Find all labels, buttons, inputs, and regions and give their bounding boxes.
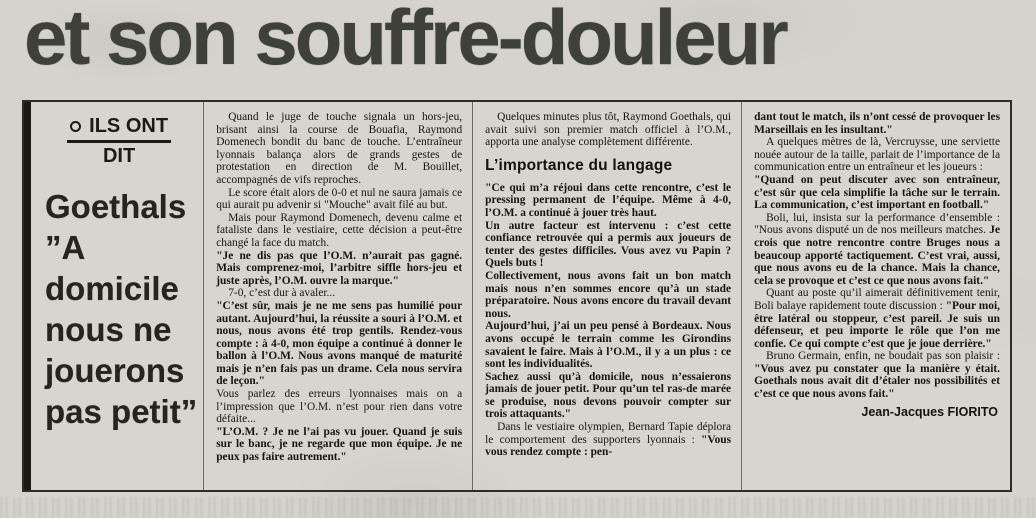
pull-quote [41, 186, 197, 432]
sidebar-accent-bar [24, 102, 31, 490]
headline: et son souffre-douleur [24, 0, 786, 81]
kicker-line1-label: ILS ONT [89, 115, 169, 137]
body-text: Bruno Germain, enfin, ne boudait pas son plaisir : [766, 350, 1001, 363]
body-text: Quant au poste qu’il aimerait définitivement tenir, Boli balaye rapidement toute discussion : [754, 287, 1001, 312]
body-text: Quelques minutes plus tôt, Raymond Goethals, qui avait suivi son premier match officiel à l’O.M., apporta une analyse complètement différente. [485, 111, 732, 149]
sidebar [31, 102, 204, 490]
article-paragraph [216, 300, 462, 388]
article-paragraph [216, 250, 462, 288]
article-paragraph [216, 388, 462, 426]
quote-text: Je crois que notre rencontre contre Bruges nous a beaucoup apporté tactiquement. C’est vrai, aussi, que nous avons eu de la chance. Mais la chance, cela se provoque et c’est ce que nous avons fait." [754, 224, 1001, 287]
section-subhead: L’importance du langage [485, 156, 673, 174]
pull-quote-line: ”A [45, 229, 86, 266]
article-paragraph [216, 187, 462, 212]
bullet-circle-icon [70, 121, 81, 132]
article-paragraph [754, 350, 1000, 400]
article-paragraph [485, 421, 731, 459]
article-paragraph [754, 174, 1000, 212]
pull-quote-line: domicile [45, 270, 179, 307]
quote-text: Sachez aussi qu’à domicile, nous n’essaierons jamais de jouer petit. Pour qu’un tel ras-de marée se produise, nous devons pouvoir compter sur trois attaquants." [485, 370, 732, 421]
quote-text: Aujourd’hui, j’ai un peu pensé à Bordeaux. Nous avons occupé le terrain comme les Girondins savaient le faire. Mais à l’O.M., il y a un plus : ce sont les individualités. [485, 320, 732, 371]
reverse-side-ghosting [0, 497, 1036, 518]
body-text: Le score était alors de 0-0 et nul ne saura jamais ce qui aurait pu advenir si "Mouche" avait filé au but. [216, 186, 463, 212]
article-paragraph [485, 270, 731, 320]
quote-text: Un autre facteur est intervenu : c’est cette confiance retrouvée qui a permis aux joueurs de tenter des gestes difficiles. Vous avez vu Papin ? Quels buts ! [485, 219, 732, 270]
article-column-2 [472, 102, 741, 490]
quote-text: "C’est sûr, mais je ne me sens pas humilié pour autant. Aujourd’hui, la réussite a souri à l’O.M. et nous, nous avons été trop gentils. Rendez-vous compte : à 4-0, mon équipe a continué à donner le ballon à l’O.M. Nous avons manqué de maturité mais je n’en fais pas un drame. Cela nous servira de leçon." [216, 299, 463, 388]
article-column-1 [204, 102, 472, 490]
article-box [22, 100, 1012, 492]
quote-text: Collectivement, nous avons fait un bon match mais nous n’en sommes encore qu’à un stade préparatoire. Nous avons encore du travail devant nous. [485, 269, 732, 320]
kicker-line1 [67, 114, 171, 143]
kicker [41, 114, 197, 168]
article-paragraph [754, 212, 1000, 288]
body-text: Vous parlez des erreurs lyonnaises mais on a l’impression que l’O.M. n’est pour rien dans votre défaite... [216, 388, 463, 426]
body-text: A quelques mètres de là, Vercruysse, une serviette nouée autour de la taille, parlait de l’importance de la communication entre un entraîneur et les joueurs : [754, 136, 1001, 174]
article-paragraph [754, 111, 1000, 136]
article-column-3 [741, 102, 1010, 490]
article-paragraph [216, 426, 462, 464]
body-text: Quand le juge de touche signala un hors-jeu, brisant ainsi la course de Bouafia, Raymond Domenech bondit du banc de touche. L’entraîneur lyonnais balança alors de grands gestes de protestation en direction de M. Bouillet, accompagnés de vifs reproches. [216, 111, 463, 186]
article-paragraph [485, 111, 731, 149]
article-paragraph [485, 182, 731, 220]
article-paragraph [754, 136, 1000, 174]
pull-quote-line: jouerons [45, 352, 185, 389]
quote-text: "Je ne dis pas que l’O.M. n’aurait pas gagné. Mais comprenez-moi, l’arbitre siffle hors-jeu et juste après, l’O.M. ouvre la marque." [216, 249, 463, 287]
quote-text: "Pour moi, être latéral ou stoppeur, c’est pareil. Je suis un défenseur, et peu importe le rôle que l’on me confie. Ce qui compte c’est que je joue derrière." [754, 299, 1001, 350]
body-text: Mais pour Raymond Domenech, devenu calme et fataliste dans le vestiaire, cette décision a peut-être changé la face du match. [216, 211, 463, 249]
quote-text: "Vous avez pu constater que la manière y était. Goethals nous avait dit d’étaler nos possibilités et c’est ce que nous avons fait." [754, 362, 1001, 401]
body-text: 7-0, c’est dur à avaler... [228, 287, 336, 300]
quote-text: dant tout le match, ils n’ont cessé de provoquer les Marseillais en les insultant." [754, 111, 1001, 136]
quote-text: "L’O.M. ? Je ne l’ai pas vu jouer. Quand je suis sur le banc, je ne regarde que mon équipe. Je ne peux pas faire autrement." [216, 425, 463, 464]
article-paragraph [216, 287, 462, 300]
article-paragraph [485, 371, 731, 421]
article-paragraph [485, 320, 731, 370]
kicker-line2: DIT [102, 145, 136, 167]
quote-text: "Ce qui m’a réjoui dans cette rencontre, c’est le pressing permanent de l’équipe. Même à 4-0, l’O.M. a continué à jouer très haut. [485, 181, 732, 219]
pull-quote-line: pas petit” [45, 393, 198, 430]
article-paragraph [754, 287, 1000, 350]
quote-text: "Quand on peut discuter avec son entraîneur, c’est sûr que cela simplifie la tâche sur le terrain. La communication, c’est important en football." [754, 173, 1001, 212]
body-text: Boli, lui, insista sur la performance d’ensemble : "Nous avons disputé un de nos meilleurs matches. [754, 211, 1001, 237]
article-paragraph [216, 111, 462, 187]
body-text: Dans le vestiaire olympien, Bernard Tapie déplora le comportement des supporters lyonnais : [485, 421, 732, 446]
byline: Jean-Jacques FIORITO [861, 404, 999, 419]
article-paragraph [485, 220, 731, 270]
pull-quote-line: nous ne [45, 311, 172, 348]
pull-quote-line: Goethals [45, 188, 187, 225]
quote-text: "Vous vous rendez compte : pen- [485, 433, 732, 459]
article-paragraph [216, 212, 462, 250]
